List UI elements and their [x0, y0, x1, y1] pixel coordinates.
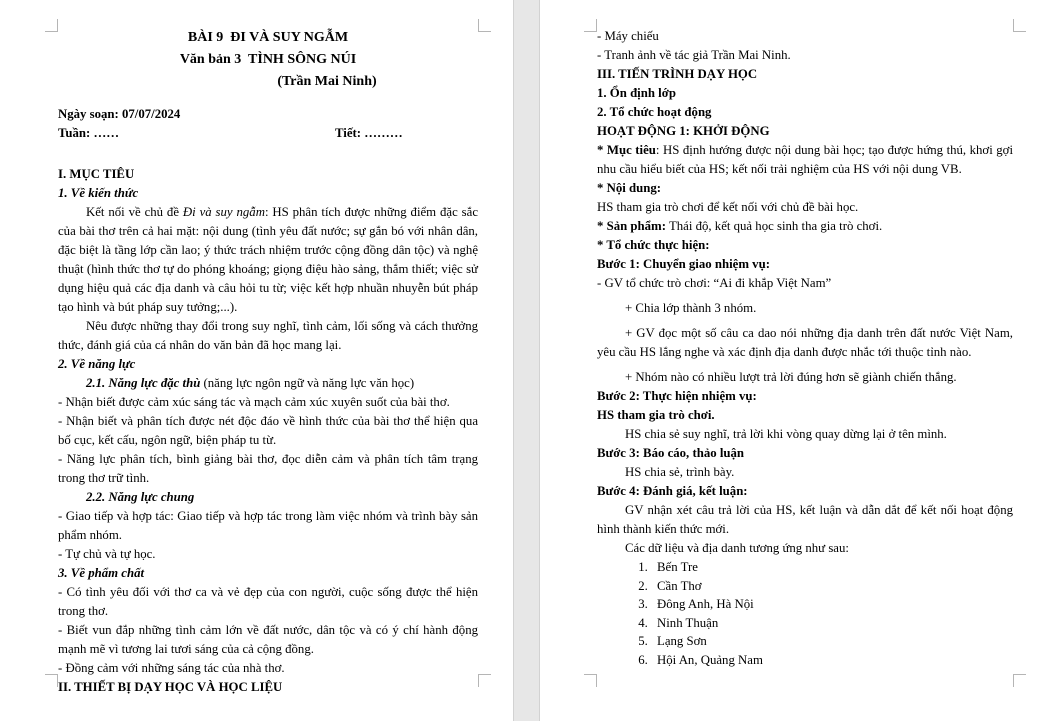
list-item: 3. Đông Anh, Hà Nội: [651, 595, 1013, 614]
paragraph: [597, 501, 1017, 539]
crop-mark-left-page-bottom-right: [478, 674, 491, 687]
text-run: - Giao tiếp và hợp tác: Giao tiếp và hợp tác trong làm việc nhóm và trình bày sản phẩm nhóm.: [58, 509, 482, 542]
text-run: HS chia sẻ, trình bày.: [625, 465, 735, 479]
text-run: Thái độ, kết quả học sinh tha gia trò chơi.: [665, 219, 883, 233]
page-left-text-area: [58, 27, 482, 697]
spacer: [58, 93, 478, 105]
doc-author: [176, 71, 478, 93]
crop-mark-right-page-bottom-right: [1013, 674, 1026, 687]
text-run: 2.1. Năng lực đặc thù: [86, 376, 201, 390]
text-run: GV nhận xét câu trả lời của HS, kết luận và dẫn dắt để kết nối hoạt động hình thành kiến thức mới.: [597, 503, 1017, 536]
text-run: I. MỤC TIÊU: [58, 167, 135, 181]
paragraph: [597, 539, 1013, 558]
text-run: Các dữ liệu và địa danh tương ứng như sau:: [625, 541, 849, 555]
heading-nang-luc-dac-thu: [58, 374, 478, 393]
crop-mark-right-page-top-right: [1013, 19, 1026, 32]
list-item: 1. Bến Tre: [651, 558, 1013, 577]
list-item: 6. Hội An, Quảng Nam: [651, 651, 1013, 670]
text-run: + Chia lớp thành 3 nhóm.: [625, 301, 757, 315]
paragraph: [58, 621, 482, 659]
text-run: * Sản phẩm:: [597, 219, 666, 233]
paragraph: [597, 324, 1017, 362]
text-run: BÀI 9 ĐI VÀ SUY NGẪM: [187, 30, 349, 45]
crop-mark-left-page-top-right: [478, 19, 491, 32]
paragraph: [597, 217, 1013, 236]
text-run: - Biết vun đắp những tình cảm lớn về đất nước, dân tộc và có ý chí hành động mạnh mẽ vì tương lai tươi sáng của cả cộng đồng.: [58, 623, 482, 656]
text-run: 1. Ổn định lớp: [597, 86, 676, 100]
text-run: - Máy chiếu: [597, 29, 659, 43]
heading-nang-luc: [58, 355, 478, 374]
text-run: + Nhóm nào có nhiều lượt trả lời đúng hơn sẽ giành chiến thắng.: [625, 370, 957, 384]
heading-on-dinh-lop: [597, 84, 1013, 103]
step-heading: [597, 387, 1013, 406]
text-run: * Tổ chức thực hiện:: [597, 238, 710, 252]
page-gap: [513, 0, 540, 721]
text-run: II. THIẾT BỊ DẠY HỌC VÀ HỌC LIỆU: [58, 680, 283, 694]
paragraph: [58, 317, 482, 355]
text-run: 3. Về phẩm chất: [58, 566, 145, 580]
crop-mark-left-page-bottom-left: [45, 674, 58, 687]
text-run: - Đồng cảm với những sáng tác của nhà thơ.: [58, 661, 285, 675]
paragraph: [58, 507, 482, 545]
text-run: Kết nối về chủ đề: [86, 205, 183, 219]
text-run: Văn bản 3 TÌNH SÔNG NÚI: [179, 52, 357, 67]
spacer: [58, 143, 478, 165]
text-run: - Có tình yêu đối với thơ ca và vẻ đẹp của con người, cuộc sống được thể hiện trong thơ.: [58, 585, 482, 618]
text-run: Bước 1: Chuyển giao nhiệm vụ:: [597, 257, 770, 271]
document-page-right[interactable]: [540, 0, 1043, 721]
text-run: Bước 3: Báo cáo, thảo luận: [597, 446, 745, 460]
period-label: Tiết: ………: [335, 126, 403, 140]
paragraph: [597, 368, 1013, 387]
heading-tien-trinh: [597, 65, 1013, 84]
text-run: HS tham gia trò chơi.: [597, 408, 715, 422]
text-run: Bước 4: Đánh giá, kết luận:: [597, 484, 748, 498]
paragraph: [58, 450, 482, 488]
heading-to-chuc-hoat-dong: [597, 103, 1013, 122]
text-run: Bước 2: Thực hiện nhiệm vụ:: [597, 389, 757, 403]
text-run: + GV đọc một số câu ca dao nói những địa danh trên đất nước Việt Nam, yêu cầu HS lắng nghe và xác định địa danh được nhắc tới thuộc tỉnh nào.: [597, 326, 1017, 359]
paragraph: [58, 203, 482, 317]
doc-title: [58, 27, 478, 49]
step-heading: [597, 255, 1013, 274]
paragraph: [597, 299, 1013, 318]
paragraph: [58, 412, 482, 450]
text-run: - GV tổ chức trò chơi: “Ai đi khắp Việt Nam”: [597, 276, 832, 290]
text-run: HS chia sẻ suy nghĩ, trả lời khi vòng quay dừng lại ở tên mình.: [625, 427, 947, 441]
place-list: [627, 558, 1013, 669]
list-item: 4. Ninh Thuận: [651, 614, 1013, 633]
heading-thiet-bi: [58, 678, 478, 697]
list-item: 2. Cần Thơ: [651, 577, 1013, 596]
doc-subtitle: [58, 49, 478, 71]
page-right-text-area: [597, 27, 1017, 669]
week-label: Tuần: ……: [58, 126, 120, 140]
paragraph: [597, 27, 1013, 46]
text-run: * Mục tiêu: [597, 143, 656, 157]
heading-pham-chat: [58, 564, 478, 583]
paragraph: [597, 46, 1013, 65]
crop-mark-left-page-top-left: [45, 19, 58, 32]
text-run: : HS phân tích được những điểm đặc sắc của bài thơ trên cả hai mặt: nội dung (tình yêu đất nước; sự gắn bó với nhân dân, đặc biệt là tầng lớp cần lao; ý thức trách nhiệm trước cộng đồng dân tộc) và nghệ thuật (hình thức thơ tự do phóng khoáng; giọng điệu hào sảng, thắm thiết; việc sử dụng hiệu quả các địa danh và câu hỏi tu từ; việc kết hợp nhuần nhuyễn bút pháp tạo hình và bút pháp suy tưởng;...).: [58, 205, 482, 314]
text-run: - Năng lực phân tích, bình giảng bài thơ, đọc diễn cảm và phân tích tâm trạng trong thơ trữ tình.: [58, 452, 482, 485]
document-page-left[interactable]: [0, 0, 513, 721]
step-heading: [597, 482, 1013, 501]
text-run: - Tự chủ và tự học.: [58, 547, 156, 561]
date-line: [58, 105, 478, 124]
text-run: - Nhận biết và phân tích được nét độc đáo về hình thức của bài thơ thể hiện qua bố cục, kết cấu, ngôn ngữ, biện pháp tu từ.: [58, 414, 482, 447]
text-run: 2. Tổ chức hoạt động: [597, 105, 712, 119]
paragraph: [58, 583, 482, 621]
text-run: HOẠT ĐỘNG 1: KHỞI ĐỘNG: [597, 124, 770, 138]
text-run: - Nhận biết được cảm xúc sáng tác và mạch cảm xúc xuyên suốt của bài thơ.: [58, 395, 450, 409]
text-run: (năng lực ngôn ngữ và năng lực văn học): [200, 376, 415, 390]
crop-mark-right-page-bottom-left: [584, 674, 597, 687]
paragraph: [597, 274, 1013, 293]
paragraph: [597, 406, 1013, 425]
heading-nang-luc-chung: [58, 488, 478, 507]
text-run: : HS định hướng được nội dung bài học; tạo được hứng thú, khơi gợi nhu cầu hiểu biết của HS; kết nối trải nghiệm của HS với nội dung VB.: [597, 143, 1017, 176]
paragraph: [597, 463, 1013, 482]
heading-hoat-dong-1: [597, 122, 1013, 141]
paragraph: [58, 659, 478, 678]
list-item: 5. Lạng Sơn: [651, 632, 1013, 651]
step-heading: [597, 444, 1013, 463]
text-run: HS tham gia trò chơi để kết nối với chủ đề bài học.: [597, 200, 859, 214]
week-period-line: [58, 124, 478, 143]
text-run: Nêu được những thay đổi trong suy nghĩ, tình cảm, lối sống và cách thưởng thức, đánh giá của cá nhân do văn bản đã học mang lại.: [58, 319, 482, 352]
heading-kien-thuc: [58, 184, 478, 203]
text-run: * Nội dung:: [597, 181, 662, 195]
paragraph: [597, 179, 1013, 198]
paragraph: [597, 141, 1017, 179]
text-run: - Tranh ảnh về tác giả Trần Mai Ninh.: [597, 48, 791, 62]
text-run: Ngày soạn: 07/07/2024: [58, 107, 181, 121]
paragraph: [58, 545, 478, 564]
text-run: III. TIẾN TRÌNH DẠY HỌC: [597, 67, 758, 81]
text-run: (Trần Mai Ninh): [277, 74, 377, 89]
heading-muc-tieu: [58, 165, 478, 184]
paragraph: [597, 425, 1013, 444]
paragraph: [58, 393, 478, 412]
text-run: 2. Về năng lực: [58, 357, 136, 371]
crop-mark-right-page-top-left: [584, 19, 597, 32]
paragraph: [597, 198, 1013, 217]
text-run: 2.2. Năng lực chung: [86, 490, 195, 504]
paragraph: [597, 236, 1013, 255]
text-run: 1. Về kiến thức: [58, 186, 139, 200]
text-run: Đi và suy ngẫm: [182, 205, 265, 219]
